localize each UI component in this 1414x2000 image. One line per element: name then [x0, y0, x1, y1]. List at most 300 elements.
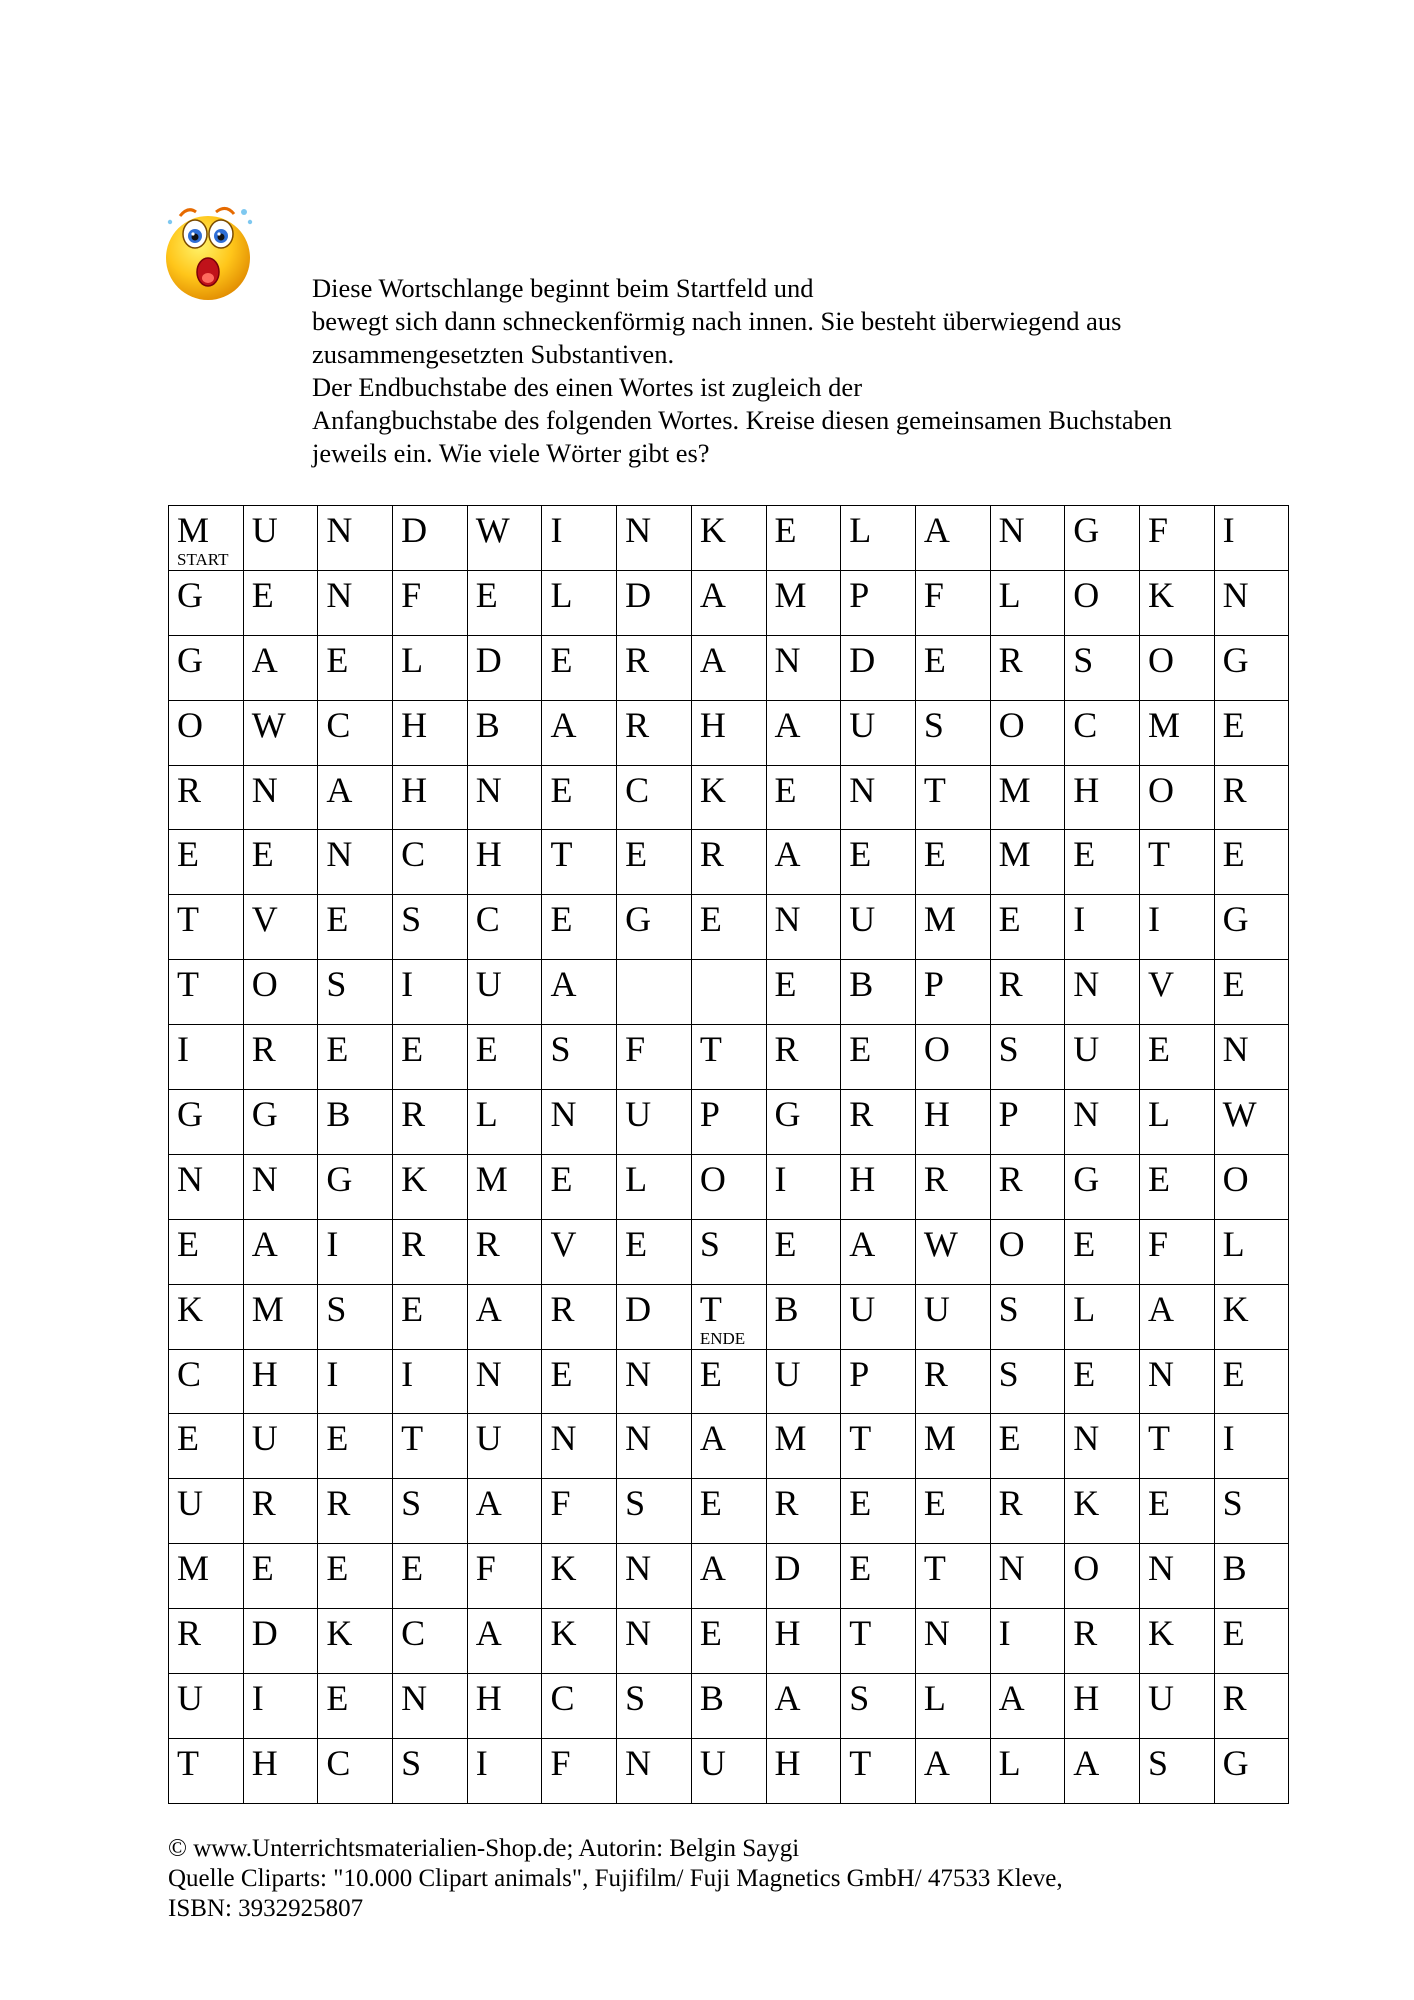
grid-cell[interactable] [393, 1284, 468, 1349]
grid-cell[interactable] [691, 506, 766, 571]
grid-cell[interactable] [841, 506, 916, 571]
grid-cell[interactable] [542, 700, 617, 765]
grid-cell[interactable] [1214, 1738, 1289, 1803]
grid-cell[interactable] [766, 1414, 841, 1479]
grid-cell[interactable] [691, 700, 766, 765]
grid-cell[interactable] [243, 1090, 318, 1155]
grid-cell[interactable] [915, 1738, 990, 1803]
grid-cell[interactable] [467, 570, 542, 635]
grid-cell[interactable] [766, 1219, 841, 1284]
grid-cell[interactable] [766, 1674, 841, 1739]
grid-cell[interactable] [841, 960, 916, 1025]
grid-cell[interactable] [617, 1738, 692, 1803]
grid-cell[interactable] [467, 1544, 542, 1609]
grid-cell[interactable] [841, 765, 916, 830]
grid-cell[interactable] [243, 635, 318, 700]
grid-cell[interactable] [766, 1284, 841, 1349]
grid-cell[interactable] [169, 1154, 244, 1219]
grid-cell[interactable] [766, 830, 841, 895]
grid-cell[interactable] [318, 1738, 393, 1803]
grid-cell[interactable] [691, 1609, 766, 1674]
grid-cell[interactable] [1065, 1025, 1140, 1090]
grid-cell[interactable] [169, 830, 244, 895]
grid-cell[interactable] [169, 1349, 244, 1414]
grid-cell[interactable] [169, 570, 244, 635]
grid-cell[interactable] [1139, 635, 1214, 700]
grid-cell[interactable] [766, 1738, 841, 1803]
grid-cell[interactable] [1139, 1414, 1214, 1479]
grid-cell[interactable] [1139, 1284, 1214, 1349]
grid-cell[interactable] [243, 570, 318, 635]
grid-cell[interactable] [318, 895, 393, 960]
grid-cell[interactable] [617, 1479, 692, 1544]
grid-cell[interactable] [1214, 1609, 1289, 1674]
grid-cell[interactable] [393, 1479, 468, 1544]
grid-cell[interactable] [318, 1544, 393, 1609]
grid-cell[interactable] [617, 1025, 692, 1090]
grid-cell[interactable] [1214, 506, 1289, 571]
grid-cell[interactable] [1214, 895, 1289, 960]
grid-cell[interactable] [617, 1349, 692, 1414]
grid-cell[interactable] [841, 1025, 916, 1090]
grid-cell[interactable] [467, 1349, 542, 1414]
grid-cell[interactable] [393, 830, 468, 895]
grid-cell[interactable] [766, 1479, 841, 1544]
grid-cell[interactable] [990, 1284, 1065, 1349]
grid-cell[interactable] [1065, 1219, 1140, 1284]
grid-cell[interactable] [915, 506, 990, 571]
grid-cell[interactable] [691, 830, 766, 895]
grid-cell[interactable] [169, 1479, 244, 1544]
grid-cell[interactable] [169, 895, 244, 960]
grid-cell[interactable] [617, 1154, 692, 1219]
grid-cell[interactable] [393, 700, 468, 765]
grid-cell[interactable] [766, 765, 841, 830]
grid-cell[interactable] [467, 1479, 542, 1544]
grid-cell[interactable] [243, 895, 318, 960]
grid-cell[interactable] [318, 1479, 393, 1544]
grid-cell[interactable] [1065, 700, 1140, 765]
grid-cell[interactable] [766, 700, 841, 765]
grid-cell[interactable] [542, 960, 617, 1025]
grid-cell[interactable] [1065, 960, 1140, 1025]
grid-cell[interactable] [1139, 830, 1214, 895]
grid-cell[interactable] [915, 1544, 990, 1609]
grid-cell[interactable] [318, 1090, 393, 1155]
grid-cell[interactable] [318, 570, 393, 635]
grid-cell[interactable] [841, 700, 916, 765]
grid-cell[interactable] [915, 1219, 990, 1284]
grid-cell[interactable] [467, 960, 542, 1025]
grid-cell[interactable] [1139, 1674, 1214, 1739]
grid-cell[interactable] [841, 1349, 916, 1414]
grid-cell[interactable] [841, 1284, 916, 1349]
grid-cell[interactable] [691, 1219, 766, 1284]
grid-cell[interactable] [1139, 700, 1214, 765]
grid-cell[interactable] [841, 1609, 916, 1674]
grid-cell[interactable] [1214, 1090, 1289, 1155]
grid-cell[interactable] [467, 1738, 542, 1803]
grid-cell[interactable] [841, 1154, 916, 1219]
grid-cell[interactable] [915, 1284, 990, 1349]
grid-cell[interactable] [1139, 1544, 1214, 1609]
grid-cell[interactable] [243, 700, 318, 765]
grid-cell[interactable] [766, 1090, 841, 1155]
grid-cell[interactable] [169, 635, 244, 700]
grid-cell[interactable] [467, 1414, 542, 1479]
grid-cell[interactable] [841, 895, 916, 960]
grid-cell[interactable] [691, 895, 766, 960]
grid-cell[interactable] [766, 1609, 841, 1674]
grid-cell[interactable] [1139, 1738, 1214, 1803]
grid-cell[interactable] [915, 1414, 990, 1479]
grid-cell[interactable] [542, 1674, 617, 1739]
grid-cell[interactable] [542, 1284, 617, 1349]
grid-cell[interactable] [691, 1479, 766, 1544]
grid-cell[interactable] [1065, 1284, 1140, 1349]
grid-cell[interactable] [542, 1609, 617, 1674]
grid-cell[interactable] [393, 1674, 468, 1739]
grid-cell[interactable] [617, 570, 692, 635]
grid-cell[interactable] [990, 960, 1065, 1025]
grid-cell[interactable] [393, 1219, 468, 1284]
grid-cell[interactable] [542, 506, 617, 571]
grid-cell[interactable] [393, 1414, 468, 1479]
grid-cell[interactable] [542, 1349, 617, 1414]
grid-cell[interactable] [915, 765, 990, 830]
grid-cell[interactable] [691, 1025, 766, 1090]
grid-cell[interactable] [169, 1090, 244, 1155]
grid-cell[interactable] [841, 1219, 916, 1284]
grid-cell[interactable] [766, 895, 841, 960]
grid-cell[interactable] [318, 960, 393, 1025]
grid-cell[interactable] [1214, 1544, 1289, 1609]
grid-cell[interactable] [542, 1738, 617, 1803]
grid-cell[interactable] [393, 1090, 468, 1155]
grid-cell[interactable] [243, 960, 318, 1025]
grid-cell[interactable] [691, 1674, 766, 1739]
grid-cell[interactable] [169, 1025, 244, 1090]
grid-cell[interactable] [915, 570, 990, 635]
grid-cell[interactable] [1214, 1154, 1289, 1219]
grid-cell[interactable] [1065, 570, 1140, 635]
grid-cell[interactable] [467, 1219, 542, 1284]
grid-cell[interactable] [691, 1349, 766, 1414]
grid-cell[interactable] [393, 1609, 468, 1674]
grid-cell[interactable] [617, 635, 692, 700]
grid-cell[interactable] [318, 1219, 393, 1284]
grid-cell[interactable] [467, 1674, 542, 1739]
grid-cell[interactable] [542, 635, 617, 700]
grid-cell[interactable] [467, 635, 542, 700]
grid-cell[interactable] [1139, 1090, 1214, 1155]
grid-cell[interactable] [691, 570, 766, 635]
grid-cell[interactable] [393, 1349, 468, 1414]
grid-cell[interactable] [915, 635, 990, 700]
grid-cell[interactable] [691, 765, 766, 830]
grid-cell[interactable] [990, 1025, 1065, 1090]
grid-cell[interactable] [691, 1738, 766, 1803]
grid-cell[interactable] [841, 570, 916, 635]
grid-cell[interactable] [1139, 765, 1214, 830]
grid-cell[interactable] [617, 1090, 692, 1155]
grid-cell[interactable] [542, 1025, 617, 1090]
grid-cell[interactable] [990, 1090, 1065, 1155]
grid-cell[interactable] [1065, 895, 1140, 960]
grid-cell[interactable] [617, 1414, 692, 1479]
grid-cell[interactable] [1139, 506, 1214, 571]
grid-cell[interactable] [1214, 700, 1289, 765]
grid-cell[interactable] [1214, 1284, 1289, 1349]
grid-cell[interactable] [990, 1738, 1065, 1803]
grid-cell[interactable] [243, 1414, 318, 1479]
grid-cell[interactable] [915, 895, 990, 960]
grid-cell[interactable] [243, 1544, 318, 1609]
grid-cell[interactable] [169, 1674, 244, 1739]
grid-cell[interactable] [542, 895, 617, 960]
grid-cell[interactable] [691, 1284, 766, 1349]
grid-cell[interactable] [915, 830, 990, 895]
grid-cell[interactable] [393, 960, 468, 1025]
grid-cell[interactable] [542, 570, 617, 635]
grid-cell[interactable] [243, 1154, 318, 1219]
grid-cell[interactable] [1139, 1219, 1214, 1284]
grid-cell[interactable] [990, 830, 1065, 895]
grid-cell[interactable] [1065, 830, 1140, 895]
grid-cell[interactable] [1065, 1154, 1140, 1219]
grid-cell[interactable] [766, 960, 841, 1025]
grid-cell[interactable] [1065, 1674, 1140, 1739]
grid-cell[interactable] [1139, 1609, 1214, 1674]
grid-cell[interactable] [691, 1154, 766, 1219]
grid-cell[interactable] [1065, 635, 1140, 700]
grid-cell[interactable] [318, 765, 393, 830]
grid-cell[interactable] [915, 1479, 990, 1544]
grid-cell[interactable] [467, 1090, 542, 1155]
grid-cell[interactable] [617, 765, 692, 830]
grid-cell[interactable] [542, 1154, 617, 1219]
grid-cell[interactable] [841, 1414, 916, 1479]
grid-cell[interactable] [243, 830, 318, 895]
grid-cell[interactable] [617, 1544, 692, 1609]
grid-cell[interactable] [1214, 1025, 1289, 1090]
grid-cell[interactable] [169, 506, 244, 571]
grid-cell[interactable] [841, 1479, 916, 1544]
grid-cell[interactable] [393, 1738, 468, 1803]
grid-cell[interactable] [766, 506, 841, 571]
grid-cell[interactable] [243, 765, 318, 830]
grid-cell[interactable] [841, 830, 916, 895]
grid-cell[interactable] [467, 700, 542, 765]
grid-cell[interactable] [169, 700, 244, 765]
grid-cell[interactable] [318, 1349, 393, 1414]
grid-cell[interactable] [542, 830, 617, 895]
grid-cell[interactable] [1139, 1154, 1214, 1219]
grid-cell[interactable] [915, 1349, 990, 1414]
grid-cell[interactable] [318, 1414, 393, 1479]
grid-cell[interactable] [617, 1284, 692, 1349]
grid-cell[interactable] [393, 570, 468, 635]
grid-cell[interactable] [617, 1609, 692, 1674]
grid-cell[interactable] [915, 1154, 990, 1219]
grid-cell[interactable] [1214, 1414, 1289, 1479]
grid-cell[interactable] [467, 1609, 542, 1674]
grid-cell[interactable] [542, 765, 617, 830]
grid-cell[interactable] [393, 1544, 468, 1609]
grid-cell[interactable] [990, 635, 1065, 700]
grid-cell[interactable] [990, 1349, 1065, 1414]
grid-cell[interactable] [1214, 1349, 1289, 1414]
grid-cell[interactable] [990, 506, 1065, 571]
grid-cell[interactable] [1065, 1414, 1140, 1479]
grid-cell[interactable] [169, 1284, 244, 1349]
grid-cell[interactable] [318, 1674, 393, 1739]
grid-cell[interactable] [617, 700, 692, 765]
grid-cell[interactable] [542, 1219, 617, 1284]
grid-cell[interactable] [169, 1738, 244, 1803]
grid-cell[interactable] [243, 1025, 318, 1090]
grid-cell[interactable] [318, 1609, 393, 1674]
grid-cell[interactable] [617, 960, 692, 1025]
grid-cell[interactable] [542, 1544, 617, 1609]
grid-cell[interactable] [841, 1674, 916, 1739]
grid-cell[interactable] [915, 1090, 990, 1155]
grid-cell[interactable] [1214, 1479, 1289, 1544]
grid-cell[interactable] [169, 960, 244, 1025]
grid-cell[interactable] [1139, 960, 1214, 1025]
grid-cell[interactable] [1065, 1090, 1140, 1155]
grid-cell[interactable] [243, 506, 318, 571]
grid-cell[interactable] [766, 570, 841, 635]
grid-cell[interactable] [841, 1090, 916, 1155]
grid-cell[interactable] [467, 895, 542, 960]
grid-cell[interactable] [766, 1025, 841, 1090]
grid-cell[interactable] [766, 1544, 841, 1609]
grid-cell[interactable] [318, 1025, 393, 1090]
grid-cell[interactable] [243, 1479, 318, 1544]
grid-cell[interactable] [1214, 1219, 1289, 1284]
grid-cell[interactable] [467, 1284, 542, 1349]
grid-cell[interactable] [243, 1738, 318, 1803]
grid-cell[interactable] [990, 1609, 1065, 1674]
grid-cell[interactable] [691, 960, 766, 1025]
grid-cell[interactable] [915, 700, 990, 765]
grid-cell[interactable] [1139, 1025, 1214, 1090]
grid-cell[interactable] [467, 830, 542, 895]
grid-cell[interactable] [243, 1219, 318, 1284]
grid-cell[interactable] [691, 1544, 766, 1609]
grid-cell[interactable] [243, 1609, 318, 1674]
grid-cell[interactable] [915, 1674, 990, 1739]
grid-cell[interactable] [1214, 765, 1289, 830]
grid-cell[interactable] [617, 830, 692, 895]
grid-cell[interactable] [467, 1025, 542, 1090]
grid-cell[interactable] [169, 765, 244, 830]
grid-cell[interactable] [467, 506, 542, 571]
grid-cell[interactable] [393, 1154, 468, 1219]
grid-cell[interactable] [915, 1609, 990, 1674]
grid-cell[interactable] [915, 1025, 990, 1090]
grid-cell[interactable] [990, 1674, 1065, 1739]
grid-cell[interactable] [542, 1479, 617, 1544]
grid-cell[interactable] [691, 635, 766, 700]
grid-cell[interactable] [1065, 1349, 1140, 1414]
grid-cell[interactable] [617, 1219, 692, 1284]
grid-cell[interactable] [1065, 1738, 1140, 1803]
grid-cell[interactable] [169, 1609, 244, 1674]
grid-cell[interactable] [691, 1414, 766, 1479]
grid-cell[interactable] [1065, 1479, 1140, 1544]
grid-cell[interactable] [393, 895, 468, 960]
grid-cell[interactable] [1214, 960, 1289, 1025]
grid-cell[interactable] [393, 635, 468, 700]
grid-cell[interactable] [1214, 570, 1289, 635]
grid-cell[interactable] [169, 1414, 244, 1479]
grid-cell[interactable] [318, 506, 393, 571]
grid-cell[interactable] [318, 1284, 393, 1349]
grid-cell[interactable] [766, 635, 841, 700]
grid-cell[interactable] [1139, 570, 1214, 635]
grid-cell[interactable] [990, 570, 1065, 635]
grid-cell[interactable] [841, 1544, 916, 1609]
grid-cell[interactable] [617, 506, 692, 571]
grid-cell[interactable] [1214, 1674, 1289, 1739]
grid-cell[interactable] [243, 1674, 318, 1739]
grid-cell[interactable] [766, 1349, 841, 1414]
grid-cell[interactable] [1139, 895, 1214, 960]
grid-cell[interactable] [467, 1154, 542, 1219]
grid-cell[interactable] [243, 1284, 318, 1349]
grid-cell[interactable] [1065, 1609, 1140, 1674]
grid-cell[interactable] [990, 1219, 1065, 1284]
grid-cell[interactable] [990, 1544, 1065, 1609]
grid-cell[interactable] [542, 1414, 617, 1479]
grid-cell[interactable] [1214, 830, 1289, 895]
grid-cell[interactable] [915, 960, 990, 1025]
grid-cell[interactable] [1139, 1349, 1214, 1414]
grid-cell[interactable] [990, 1414, 1065, 1479]
grid-cell[interactable] [841, 635, 916, 700]
grid-cell[interactable] [169, 1544, 244, 1609]
grid-cell[interactable] [1065, 506, 1140, 571]
grid-cell[interactable] [393, 765, 468, 830]
grid-cell[interactable] [766, 1154, 841, 1219]
grid-cell[interactable] [617, 895, 692, 960]
grid-cell[interactable] [1065, 765, 1140, 830]
grid-cell[interactable] [1139, 1479, 1214, 1544]
grid-cell[interactable] [1214, 635, 1289, 700]
grid-cell[interactable] [990, 1154, 1065, 1219]
grid-cell[interactable] [542, 1090, 617, 1155]
grid-cell[interactable] [467, 765, 542, 830]
grid-cell[interactable] [1065, 1544, 1140, 1609]
grid-cell[interactable] [841, 1738, 916, 1803]
grid-cell[interactable] [393, 1025, 468, 1090]
grid-cell[interactable] [617, 1674, 692, 1739]
grid-cell[interactable] [393, 506, 468, 571]
grid-cell[interactable] [990, 895, 1065, 960]
grid-cell[interactable] [990, 765, 1065, 830]
grid-cell[interactable] [318, 635, 393, 700]
grid-cell[interactable] [990, 1479, 1065, 1544]
grid-cell[interactable] [318, 700, 393, 765]
grid-cell[interactable] [318, 1154, 393, 1219]
grid-cell[interactable] [318, 830, 393, 895]
grid-cell[interactable] [169, 1219, 244, 1284]
grid-cell[interactable] [243, 1349, 318, 1414]
grid-cell[interactable] [990, 700, 1065, 765]
grid-cell[interactable] [691, 1090, 766, 1155]
